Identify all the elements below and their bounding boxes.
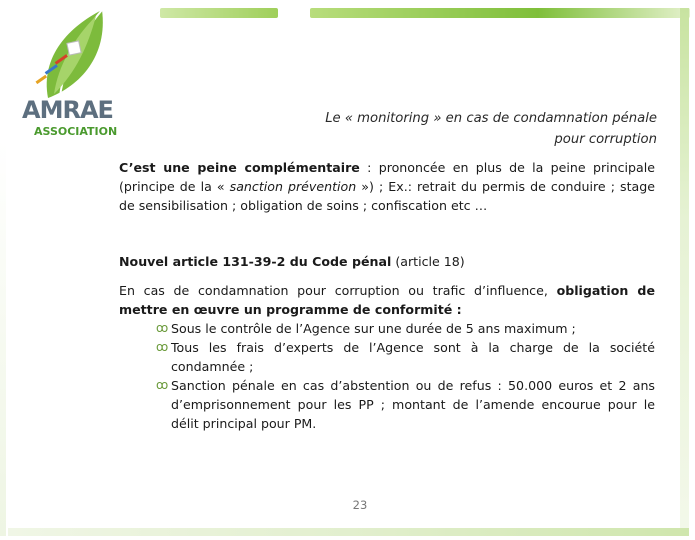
title-line-1: Le « monitoring » en cas de condamnation pénale	[325, 111, 657, 126]
page-number: 23	[352, 498, 368, 512]
logo-wordmark: AMRAE	[22, 96, 113, 124]
para2-rest: (article 18)	[391, 254, 465, 269]
bottom-decor-bar	[8, 528, 689, 536]
list-item-text: Tous les frais d’experts de l’Agence sont à la charge de la société condamnée ;	[171, 340, 655, 374]
para1-lead: C’est une peine complémentaire	[119, 160, 360, 175]
bullet-icon: ꝏ	[156, 378, 169, 392]
amrae-logo	[10, 6, 118, 138]
logo-leaf-icon	[10, 6, 110, 101]
para3-bold: obligation de mettre en œuvre un programme de conformité :	[119, 283, 655, 317]
para3-text: En cas de condamnation pour corruption ou trafic d’influence,	[119, 283, 557, 298]
para1-text-1: : prononcée en plus de la peine principale (principe de la «	[119, 160, 656, 194]
top-stripe-left	[160, 8, 278, 18]
slide-title	[237, 108, 657, 150]
left-decor-bar	[0, 140, 6, 536]
paragraph-nouvel-article	[119, 252, 655, 271]
para1-italic: sanction prévention	[229, 179, 357, 194]
list-item-text: Sous le contrôle de l’Agence sur une durée de 5 ans maximum ;	[171, 321, 576, 336]
logo-subtitle: ASSOCIATION	[34, 125, 118, 138]
list-item	[119, 319, 655, 338]
para2-lead: Nouvel article 131-39-2 du Code pénal	[119, 254, 392, 269]
bullet-icon: ꝏ	[156, 321, 169, 335]
right-decor-bar	[680, 8, 689, 536]
paragraph-peine-complementaire	[119, 158, 655, 215]
list-item	[119, 376, 655, 433]
bullet-icon: ꝏ	[156, 340, 169, 354]
title-line-2: pour corruption	[554, 132, 657, 147]
list-item-text: Sanction pénale en cas d’abstention ou de refus : 50.000 euros et 2 ans d’emprisonnement pour les PP ; montant de l’amende encourue pour le délit principal pour PM.	[171, 378, 655, 431]
obligation-list	[119, 319, 655, 433]
para1-text-2: ») ; Ex.: retrait du permis de conduire ; stage de sensibilisation ; obligation de soins ; confiscation etc …	[119, 179, 655, 213]
top-stripe-right	[310, 8, 690, 18]
list-item	[119, 338, 655, 376]
paragraph-condamnation	[119, 281, 655, 433]
